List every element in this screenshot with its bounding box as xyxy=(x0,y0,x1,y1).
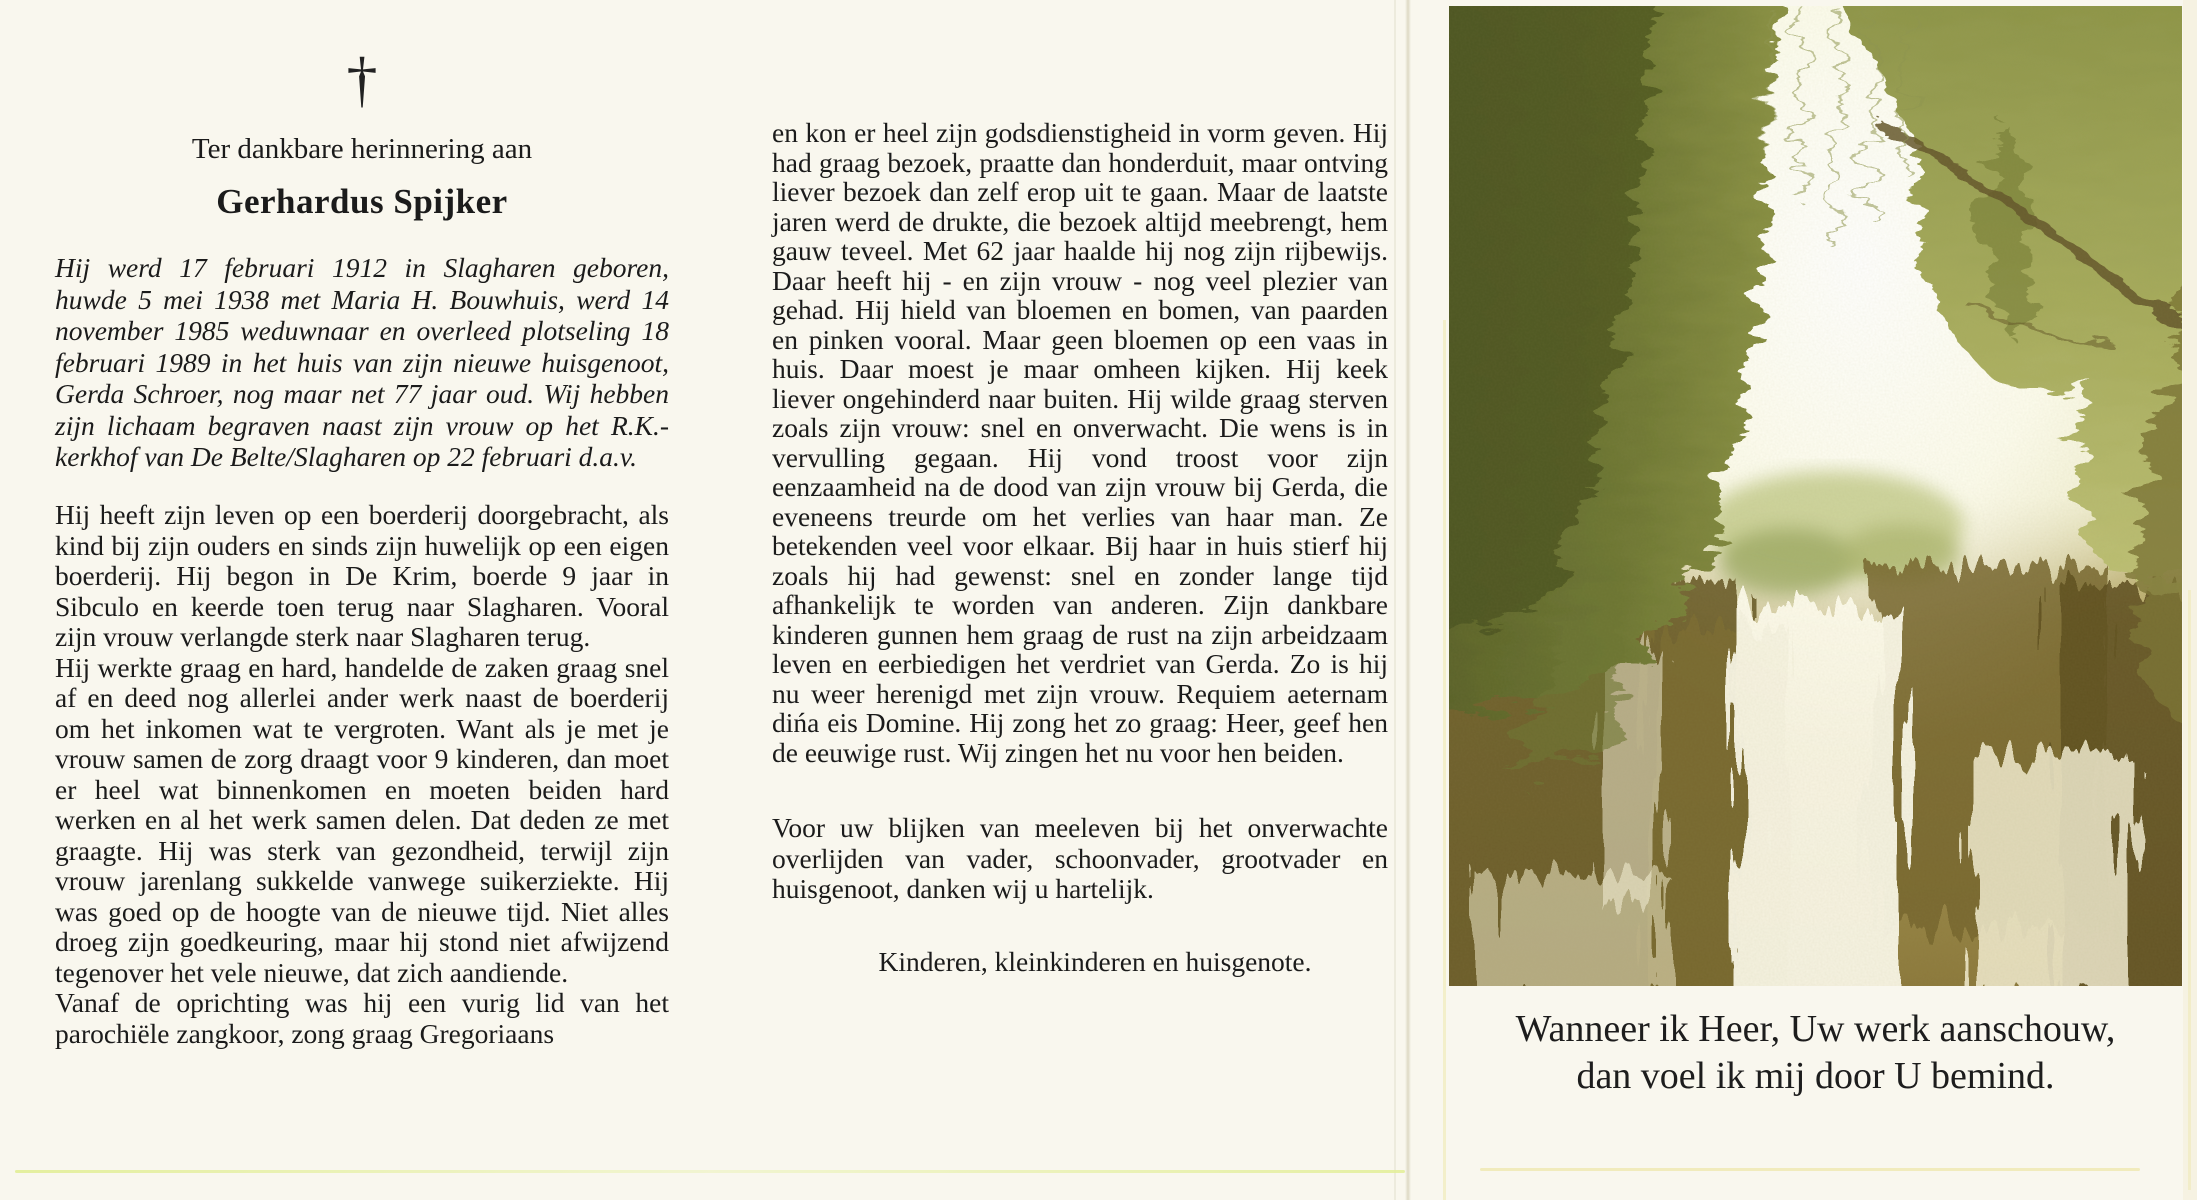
caption-line-1: Wanneer ik Heer, Uw werk aanschouw, xyxy=(1515,1008,2116,1050)
life-paragraph: Vanaf de oprichting was hij een vurig lid van het parochiële zangkoor, zong graag Gregoriaans xyxy=(55,987,669,1049)
card-edge-line xyxy=(1443,320,1446,1200)
page-bottom-edge-right xyxy=(1480,1168,2140,1171)
cross-icon: † xyxy=(346,46,378,114)
page-bottom-edge-left xyxy=(15,1170,1405,1173)
memorial-intro-line: Ter dankbare herinnering aan xyxy=(191,133,533,165)
deceased-name: Gerhardus Spijker xyxy=(216,182,508,221)
photo-panel xyxy=(1449,6,2182,986)
life-story-block xyxy=(55,500,669,1049)
life-paragraph: Hij werkte graag en hard, handelde de zaken graag snel af en deed nog allerlei ander werk naast de boerderij om het inkomen wat te vergroten. Want als je met je vrouw samen de zorg draagt voor 9 kinderen, dan moet er heel wat binnenkomen en moeten beiden hard werken en al het werk samen delen. Dat deden ze met graagte. Hij was sterk van gezondheid, terwijl zijn vrouw jarenlang sukkelde vanwege suikerziekte. Hij was goed op de hoogte van de nieuwe tijd. Niet alles droeg zijn goedkeuring, maar hij stond niet afwijzend tegenover het vele nieuwe, dat zich aandiende. xyxy=(55,651,669,988)
signature-line: Kinderen, kleinkinderen en huisgenote. xyxy=(878,945,1312,977)
middle-text-column xyxy=(772,118,1388,977)
biography-paragraph: Hij werd 17 februari 1912 in Slagharen geboren, huwde 5 mei 1938 met Maria H. Bouwhuis, werd 14 november 1985 weduwnaar en overleed plotseling 18 februari 1989 in het huis van zijn nieuwe huisgenoot, Gerda Schroer, nog maar net 77 jaar oud. Wij hebben zijn lichaam begraven naast zijn vrouw op het R.K.-kerkhof van De Belte/Slagharen op 22 februari d.a.v. xyxy=(55,252,669,472)
willow-canal-photo xyxy=(1449,6,2182,986)
fold-crease xyxy=(1405,0,1411,1200)
left-text-column xyxy=(55,34,669,1049)
life-paragraph-continued: en kon er heel zijn godsdienstigheid in vorm geven. Hij had graag bezoek, praatte dan honderduit, maar ontving liever bezoek dan zelf erop uit te gaan. Maar de laatste jaren werd de drukte, die bezoek altijd meebrengt, hem gauw teveel. Met 62 jaar haalde hij nog zijn rijbewijs. Daar heeft hij - en zijn vrouw - nog veel plezier van gehad. Hij hield van bloemen en bomen, van paarden en pinken vooral. Maar geen bloemen op een vaas in huis. Daar moest je maar omheen kijken. Hij keek liever ongehinderd naar buiten. Hij wilde graag sterven zoals zijn vrouw: snel en onverwacht. Die wens is in vervulling gegaan. Hij vond troost voor zijn eenzaamheid na de dood van zijn vrouw bij Gerda, die eveneens treurde om het verlies van haar man. Ze betekenden veel voor elkaar. Bij haar in huis stierf hij zoals hij had gewenst: snel en zonder lange tijd afhankelijk te worden van anderen. Zijn dankbare kinderen gunnen hem graag de rust na zijn arbeidzaam leven en eerbiedigen het verdriet van Gerda. Zo is hij nu weer herenigd met zijn vrouw. Requiem aeternam dińa eis Domine. Hij zong het zo graag: Heer, geef hen de eeuwige rust. Wij zingen het nu voor hen beiden. xyxy=(772,117,1388,768)
photo-caption xyxy=(1449,1006,2182,1100)
caption-line-2: dan voel ik mij door U bemind. xyxy=(1576,1055,2055,1097)
card-edge-line-right xyxy=(2188,590,2191,1190)
fold-crease-shadow xyxy=(1394,0,1396,1200)
thanks-paragraph: Voor uw blijken van meeleven bij het onverwachte overlijden van vader, schoonvader, grootvader en huisgenoot, danken wij u hartelijk. xyxy=(772,812,1388,904)
life-paragraph: Hij heeft zijn leven op een boerderij doorgebracht, als kind bij zijn ouders en sinds zijn huwelijk op een eigen boerderij. Hij begon in De Krim, boerde 9 jaar in Sibculo en keerde toen terug naar Slagharen. Vooral zijn vrouw verlangde sterk naar Slagharen terug. xyxy=(55,499,669,652)
